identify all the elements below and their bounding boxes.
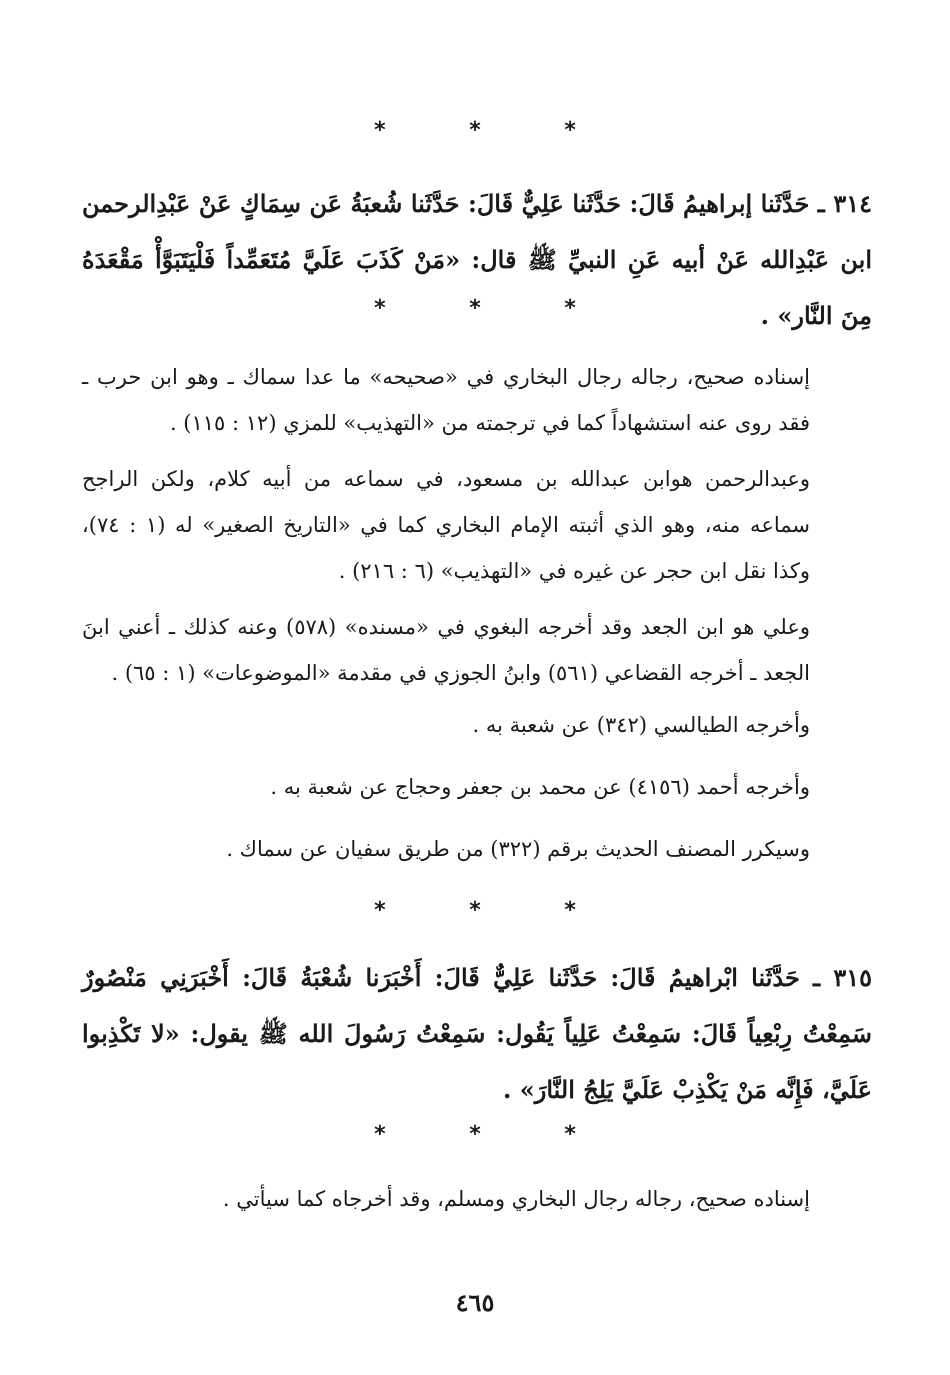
commentary-paragraph: إسناده صحيح، رجاله رجال البخاري في «صحيحه» ما عدا سماك ـ وهو ابن حرب ـ فقد روى عنه استشهاداً كما في ترجمته من «التهذيب» للمزي (١٢ : ١١٥) . <box>82 365 810 435</box>
section-separator: * * * <box>374 118 614 143</box>
commentary-paragraph: وأخرجه الطيالسي (٣٤٢) عن شعبة به . <box>472 713 810 737</box>
section-separator: * * * <box>374 296 614 321</box>
commentary-paragraph: وعبدالرحمن هوابن عبدالله بن مسعود، في سماعه من أبيه كلام، ولكن الراجح سماعه منه، وهو الذي أثبته الإمام البخاري كما في «التاريخ الصغير» له (١ : ٧٤)، وكذا نقل ابن حجر عن غيره في «التهذيب» (٦ : ٢١٦) . <box>82 467 810 583</box>
section-separator: * * * <box>374 898 614 923</box>
commentary-paragraph: وأخرجه أحمد (٤١٥٦) عن محمد بن جعفر وحجاج عن شعبة به . <box>270 775 810 799</box>
section-separator: * * * <box>374 1122 614 1147</box>
commentary-paragraph: وعلي هو ابن الجعد وقد أخرجه البغوي في «مسنده» (٥٧٨) وعنه كذلك ـ أعني ابنَ الجعد ـ أخرجه القضاعي (٥٦١) وابنُ الجوزي في مقدمة «الموضوعات» (١ : ٦٥) . <box>82 615 810 685</box>
page-number: ٤٦٥ <box>455 1288 495 1317</box>
hadith-315-text: ٣١٥ ـ حَدَّثَنا ابْراهيمُ قَالَ: حَدَّثَنا عَلِيٌّ قَالَ: أَخْبَرَنا شُعْبَةُ قَالَ: أَخْبَرَنِي مَنْصُورٌ سَمِعْتُ رِبْعِياً قَالَ: سَمِعْتُ عَلِياً يَقُول: سَمِعْتُ رَسُولَ الله ﷺ يقول: «لا تَكْذِبوا عَلَيَّ، فَإِنَّه مَنْ يَكْذِبْ عَلَيَّ يَلِجُ النَّارَ» . <box>82 963 872 1104</box>
commentary-paragraph: وسيكرر المصنف الحديث برقم (٣٢٢) من طريق سفيان عن سماك . <box>226 837 810 861</box>
hadith-314-text: ٣١٤ ـ حَدَّثَنا إبراهيمُ قَالَ: حَدَّثَنا عَلِيٌّ قَالَ: حَدَّثَنا شُعبَةُ عَن سِمَاكٍ عَنْ عَبْدِالرحمن ابن عَبْدِالله عَنْ أبيه عَنِ النبيِّ ﷺ قال: «مَنْ كَذَبَ عَلَيَّ مُتَعَمِّداً فَلْيَتَبَوَّأْ مَقْعَدَهُ مِنَ النَّار» . <box>82 189 873 330</box>
commentary-paragraph: إسناده صحيح، رجاله رجال البخاري ومسلم، وقد أخرجاه كما سيأتي . <box>222 1187 810 1211</box>
